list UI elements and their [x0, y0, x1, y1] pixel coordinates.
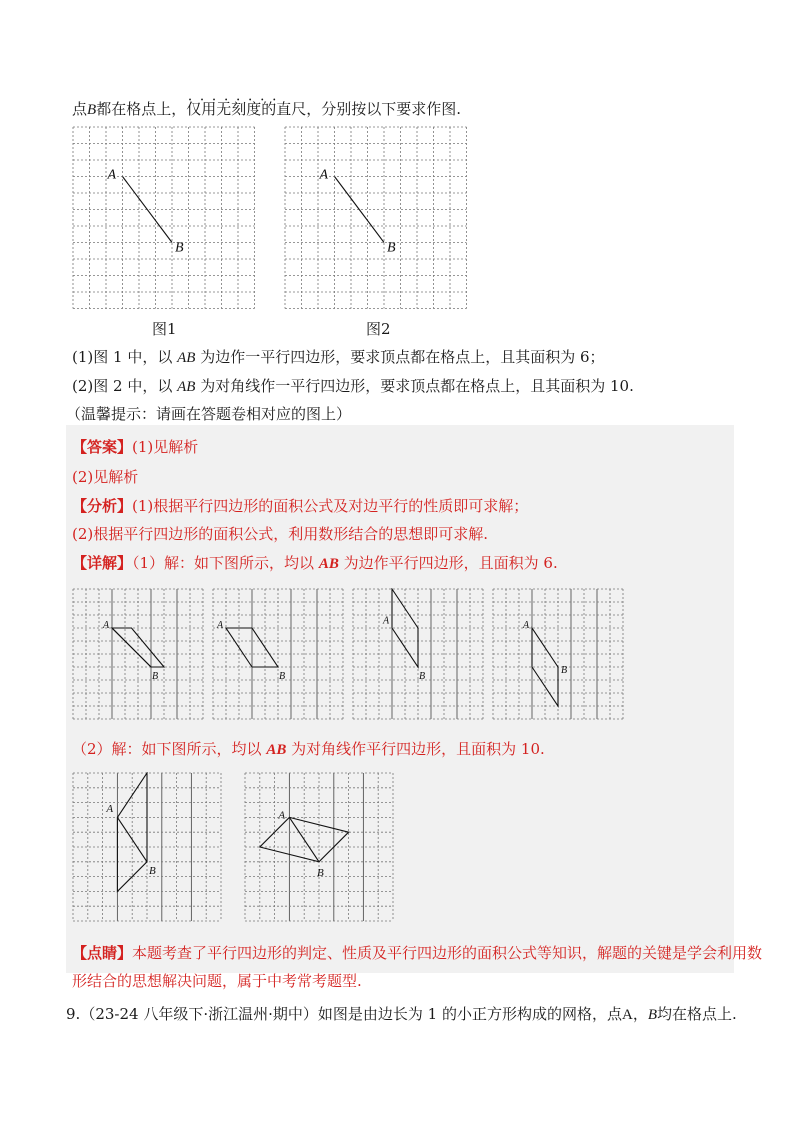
- label-a: A: [106, 803, 114, 815]
- intro-prefix: 点: [72, 100, 88, 118]
- figure-2-caption: 图2: [366, 320, 391, 338]
- label-a: A: [319, 167, 329, 183]
- emphasized-text: •••••••• 仅用无刻度的直尺: [186, 100, 306, 118]
- analysis-line-1: [72, 495, 528, 517]
- intro-line: [72, 98, 461, 121]
- answer-2: (2)见解析: [72, 468, 139, 486]
- figure-2-grid: [284, 126, 474, 312]
- comment-2: 形结合的思想解决问题，属于中考常考题型.: [72, 972, 362, 990]
- question-source: （23-24 八年级下·浙江温州·期中）: [80, 1005, 318, 1023]
- solution-2-grid-b: [244, 772, 396, 924]
- label-a: A: [103, 620, 110, 631]
- comment-line-1: [72, 942, 762, 964]
- label-a: A: [278, 809, 286, 822]
- detail-1-prefix: （1）解：如下图所示，均以: [132, 554, 315, 572]
- solution-1-grid-a: [72, 588, 204, 720]
- label-b: B: [279, 671, 286, 682]
- label-b: B: [317, 866, 324, 879]
- question-text: 如图是由边长为 1 的小正方形构成的网格，点: [317, 1005, 622, 1023]
- comment-tag: 【点睛】: [72, 944, 133, 962]
- comment-1: 本题考查了平行四边形的判定、性质及平行四边形的面积公式等知识，解题的关键是学会利用数: [132, 944, 763, 962]
- detail-2-segment-ab: AB: [266, 742, 287, 758]
- detail-2-suffix: 为对角线作平行四边形，且面积为 10.: [291, 740, 545, 758]
- analysis-1: (1)根据平行四边形的面积公式及对边平行的性质即可求解；: [132, 497, 529, 515]
- detail-line-1: [72, 552, 558, 575]
- solution-2-grid-a: [72, 772, 224, 924]
- intro-mid: 都在格点上，: [96, 100, 187, 118]
- q1-suffix: 为边作一平行四边形，要求顶点都在格点上，且其面积为 6；: [200, 348, 605, 366]
- label-b: B: [419, 671, 426, 682]
- q2-segment-ab: AB: [177, 379, 196, 395]
- segment-ab: [112, 628, 151, 667]
- figure-1-caption: 图1: [152, 320, 177, 338]
- q9-separator: ，: [632, 1005, 648, 1023]
- q9-point-b: B: [647, 1007, 657, 1023]
- question-number: 9.: [66, 1005, 81, 1023]
- label-b: B: [175, 240, 184, 256]
- q2-prefix: (2)图 2 中，以: [72, 377, 173, 395]
- question-2: [72, 375, 634, 398]
- hint-text: （温馨提示：请画在答题卷相对应的图上）: [66, 405, 352, 423]
- label-b: B: [149, 864, 156, 877]
- label-a: A: [383, 615, 390, 627]
- answer-line-1: [72, 436, 198, 458]
- question-1: [72, 346, 605, 369]
- answer-tag: 【答案】: [72, 438, 133, 456]
- solution-1-grid-d: [492, 588, 624, 720]
- detail-line-2: [72, 738, 545, 761]
- detail-tag: 【详解】: [72, 554, 133, 572]
- diagonal-ab: [117, 817, 147, 861]
- solution-1-grid-b: [212, 588, 344, 720]
- answer-1: (1)见解析: [132, 438, 199, 456]
- label-b: B: [387, 240, 396, 256]
- point-b-label: B: [87, 102, 97, 118]
- detail-1-segment-ab: AB: [318, 556, 339, 572]
- q9-tail: 均在格点上.: [657, 1005, 737, 1023]
- label-b: B: [561, 665, 568, 676]
- q1-segment-ab: AB: [177, 350, 196, 366]
- label-b: B: [152, 671, 159, 682]
- label-a: A: [107, 167, 117, 183]
- analysis-2: (2)根据平行四边形的面积公式，利用数形结合的思想即可求解.: [72, 525, 489, 543]
- q2-suffix: 为对角线作一平行四边形，要求顶点都在格点上，且其面积为 10.: [200, 377, 634, 395]
- intro-suffix: ，分别按以下要求作图.: [306, 100, 461, 118]
- figure-1-grid: [72, 126, 262, 312]
- analysis-tag: 【分析】: [72, 497, 133, 515]
- detail-1-suffix: 为边作平行四边形，且面积为 6.: [343, 554, 558, 572]
- detail-2-prefix: （2）解：如下图所示，均以: [72, 740, 262, 758]
- question-9: [66, 1003, 737, 1026]
- label-a: A: [217, 620, 224, 631]
- label-a: A: [523, 620, 530, 631]
- solution-1-grid-c: [352, 588, 484, 720]
- q9-point-a: A: [621, 1007, 633, 1023]
- q1-prefix: (1)图 1 中，以: [72, 348, 173, 366]
